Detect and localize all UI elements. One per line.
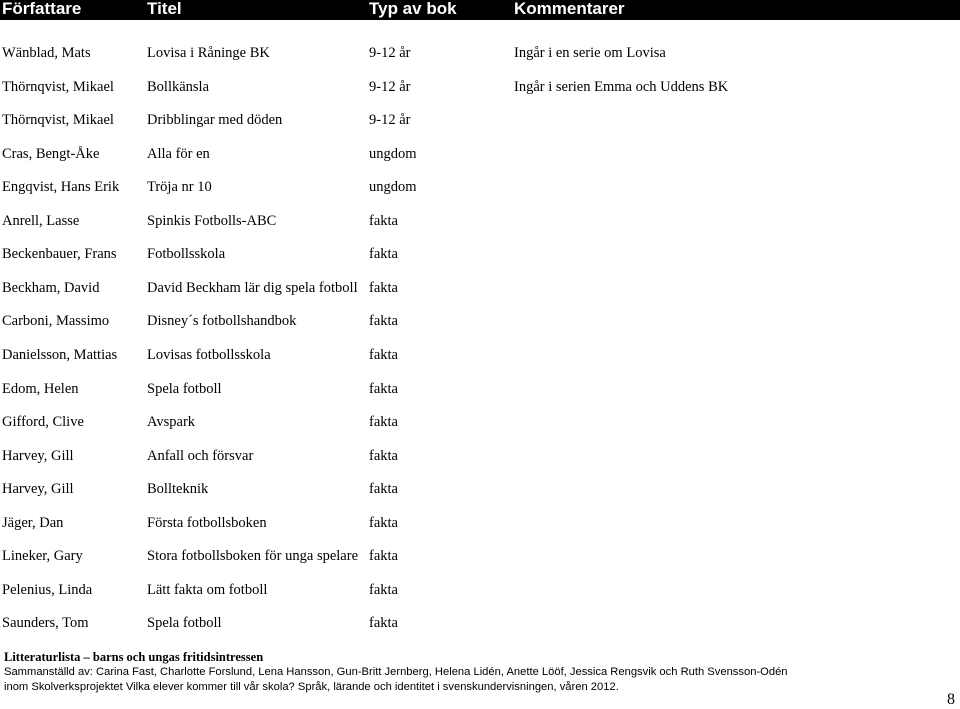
cell-type: fakta [369,548,398,565]
table-row [0,244,960,264]
table-row [0,412,960,432]
page-number: 8 [947,691,955,708]
table-row [0,446,960,466]
cell-author: Anrell, Lasse [2,212,80,229]
table-row [0,211,960,231]
cell-title: Lovisa i Råninge BK [147,45,270,61]
cell-author: Lineker, Gary [2,548,83,565]
table-row [0,379,960,399]
footer [4,650,924,694]
cell-type: fakta [369,514,398,531]
cell-title: Alla för en [147,145,210,162]
cell-comment: Ingår i en serie om Lovisa [514,45,666,61]
cell-author: Wänblad, Mats [2,45,91,61]
cell-author: Carboni, Massimo [2,313,110,330]
cell-type: ungdom [369,145,417,162]
cell-author: Thörnqvist, Mikael [2,78,114,95]
cell-title: Spela fotboll [147,615,222,632]
cell-title: Spela fotboll [147,380,222,397]
header-type: Typ av bok [369,0,457,18]
table-row [0,110,960,130]
cell-author: Beckenbauer, Frans [2,246,117,263]
table-row [0,77,960,97]
cell-type: fakta [369,581,398,598]
cell-type: 9-12 år [369,45,411,61]
cell-author: Danielsson, Mattias [2,346,118,363]
cell-title: Stora fotbollsboken för unga spelare [147,548,359,565]
cell-author: Pelenius, Linda [2,581,93,598]
cell-title: Anfall och försvar [147,447,254,464]
cell-title: Spinkis Fotbolls-ABC [147,212,277,229]
cell-title: Dribblingar med döden [147,112,283,129]
cell-comment: Ingår i serien Emma och Uddens BK [514,78,729,95]
cell-type: fakta [369,313,398,330]
header-comment: Kommentarer [514,0,625,18]
table-row [0,345,960,365]
table-row [0,177,960,197]
cell-author: Harvey, Gill [2,481,74,498]
cell-title: David Beckham lär dig spela fotboll [147,279,358,296]
cell-title: Fotbollsskola [147,246,226,263]
cell-author: Thörnqvist, Mikael [2,112,114,129]
header-title: Titel [147,0,182,18]
cell-title: Bollkänsla [147,78,210,95]
table-header [0,0,960,20]
table-row [0,613,960,633]
cell-type: fakta [369,346,398,363]
table-row [0,479,960,499]
cell-author: Beckham, David [2,279,100,296]
cell-author: Engqvist, Hans Erik [2,179,120,196]
cell-title: Disney´s fotbollshandbok [147,313,297,330]
table-row [0,513,960,533]
cell-type: fakta [369,380,398,397]
cell-title: Bollteknik [147,481,209,498]
table-row [0,43,960,63]
cell-type: fakta [369,212,398,229]
footer-title: Litteraturlista – barns och ungas fritidsintressen [4,650,264,664]
cell-author: Harvey, Gill [2,447,74,464]
cell-title: Avspark [147,414,196,431]
cell-author: Edom, Helen [2,380,79,397]
table-row [0,278,960,298]
cell-type: 9-12 år [369,78,411,95]
table-row [0,311,960,331]
cell-type: fakta [369,447,398,464]
table-row [0,580,960,600]
cell-title: Lätt fakta om fotboll [147,581,268,598]
cell-author: Cras, Bengt-Åke [2,145,100,162]
cell-title: Första fotbollsboken [147,514,267,531]
cell-type: fakta [369,615,398,632]
cell-title: Tröja nr 10 [147,179,212,196]
footer-credits: Sammanställd av: Carina Fast, Charlotte Forslund, Lena Hansson, Gun-Britt Jernberg, Helena Lidén, Anette Lööf, Jessica Rengsvik och Ruth Svensson-Odén [4,666,788,678]
cell-type: 9-12 år [369,112,411,129]
cell-type: fakta [369,279,398,296]
cell-type: fakta [369,414,398,431]
header-author: Författare [2,0,82,18]
cell-type: fakta [369,481,398,498]
table-row [0,546,960,566]
cell-author: Gifford, Clive [2,414,84,431]
cell-type: ungdom [369,179,417,196]
table-row [0,144,960,164]
cell-author: Jäger, Dan [2,514,64,531]
footer-project: inom Skolverksprojektet Vilka elever kommer till vår skola? Språk, lärande och identitet i svenskundervisningen, våren 2012. [4,680,619,693]
cell-type: fakta [369,246,398,263]
cell-author: Saunders, Tom [2,615,89,632]
cell-title: Lovisas fotbollsskola [147,346,271,363]
